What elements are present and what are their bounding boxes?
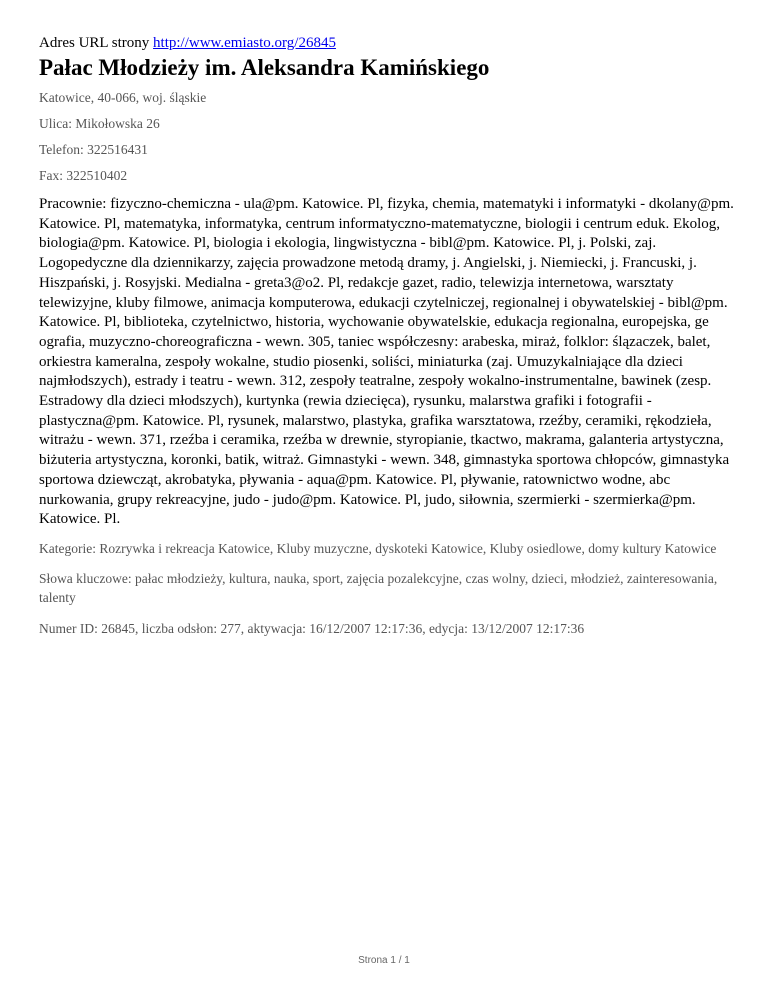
description: Pracownie: fizyczno-chemiczna - ula@pm. Katowice. Pl, fizyka, chemia, matematyki i informatyki - dkolany@pm. Katowice. Pl, matematyka, informatyka, centrum informatyczno-matematyczne, biologii i centrum eduk. Ekolog, biologia@pm. Katowice. Pl, biologia i ekologia, lingwistyczna - bibl@pm. Katowice. Pl, j. Polski, zaj. Logopedyczne dla dziennikarzy, zajęcia prowadzone metodą dramy, j. Angielski, j. Niemiecki, j. Francuski, j. Hiszpański, j. Rosyjski. Medialna - greta3@o2. Pl, redakcje gazet, radio, telewizja internetowa, warsztaty telewizyjne, kluby filmowe, animacja komputerowa, edukacji czytelniczej, regionalnej i obywatelskiej - bibl@pm. Katowice. Pl, biblioteka, czytelnictwo, historia, wychowanie obywatelskie, edukacja regionalna, europejska, ge ografia, muzyczno-choreograficzna - wewn. 305, taniec współczesny: arabeska, miraż, folklor: ślązaczek, balet, orkiestra kameralna, zespoły wokalne, studio piosenki, soliści, miniaturka (zaj. Umuzykalniające dla dzieci najmłodszych), estrady i teatru - wewn. 312, zespoły teatralne, zespoły wokalno-instrumentalne, bawinek (zesp. Estradowy dla dzieci młodszych), kurtynka (rewia dziecięca), rysunku, malarstwa grafiki i fotografii - plastyczna@pm. Katowice. Pl, rysunek, malarstwo, plastyka, grafika warsztatowa, rzeźby, ceramiki, rękodzieła, witrażu - wewn. 371, rzeźba i ceramika, rzeźba w drewnie, styropianie, tkactwo, makrama, galanteria artystyczna, biżuteria artystyczna, koronki, batik, witraż. Gimnastyki - wewn. 348, gimnastyka sportowa chłopców, gimnastyka sportowa dziewcząt, akrobatyka, pływania - aqua@pm. Katowice. Pl, pływanie, ratownictwo wodne, abc nurkowania, grupy rekreacyjne, judo - judo@pm. Katowice. Pl, judo, siłownia, szermierki - szermierka@pm. Katowice. Pl. — [39, 196, 734, 528]
page-url-link[interactable]: http://www.emiasto.org/26845 — [153, 35, 336, 51]
page-title: Pałac Młodzieży im. Aleksandra Kamińskiego — [39, 55, 490, 80]
id-line: Numer ID: 26845, liczba odsłon: 277, aktywacja: 16/12/2007 12:17:36, edycja: 13/12/2007 12:17:36 — [39, 620, 585, 636]
document-page — [39, 34, 735, 638]
url-line — [39, 34, 735, 53]
city-line: Katowice, 40-066, woj. śląskie — [39, 90, 207, 105]
categories: Kategorie: Rozrywka i rekreacja Katowice, Kluby muzyczne, dyskoteki Katowice, Kluby osiedlowe, domy kultury Katowice — [39, 540, 717, 556]
page-footer: Strona 1 / 1 — [358, 955, 410, 966]
phone-line: Telefon: 322516431 — [39, 142, 148, 157]
url-label: Adres URL strony — [39, 35, 150, 51]
fax-line: Fax: 322510402 — [39, 168, 128, 183]
keywords: Słowa kluczowe: pałac młodzieży, kultura, nauka, sport, zajęcia pozalekcyjne, czas wolny, dzieci, młodzież, zainteresowania, talenty — [39, 570, 718, 605]
street-line: Ulica: Mikołowska 26 — [39, 116, 160, 131]
